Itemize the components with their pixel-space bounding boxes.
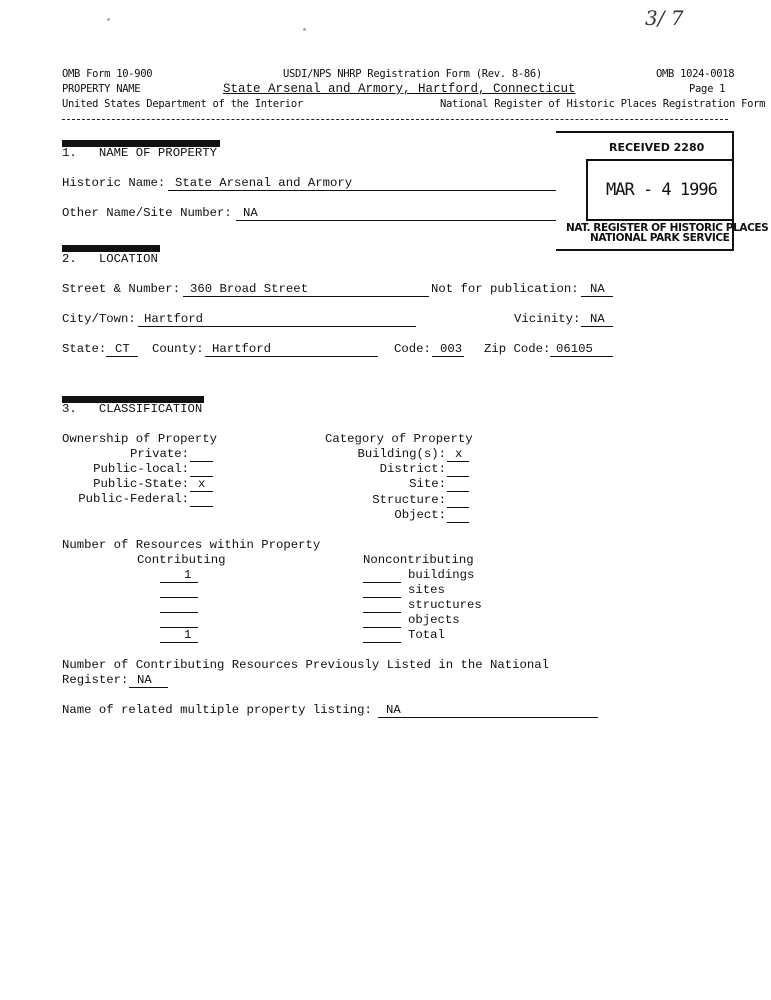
zip-label: Zip Code: [484,342,551,356]
code-label: Code: [394,342,431,356]
ownership-public-local-label: Public-local: [93,462,189,476]
county-line [205,356,378,357]
category-heading: Category of Property [325,432,473,446]
category-district-line [447,476,469,477]
ownership-private-line [190,461,213,462]
category-district-label: District: [379,462,446,476]
resource-type-buildings: buildings [408,568,475,582]
city-value[interactable]: Hartford [144,312,204,326]
other-name-line [236,220,556,221]
scan-speck [303,28,306,31]
vicinity-label: Vicinity: [514,312,581,326]
not-for-publication-label: Not for publication: [431,282,579,296]
property-title: State Arsenal and Armory, Hartford, Connecticut [223,82,576,96]
resource-type-total: Total [408,628,445,642]
category-structure-line [447,507,469,508]
category-building-line [447,461,469,462]
noncontributing-objects-line [363,627,401,628]
department-name: United States Department of the Interior [62,98,303,110]
register-form-name: National Register of Historic Places Registration Form [440,98,766,110]
noncontributing-total-line [363,642,401,643]
ownership-public-state-value[interactable]: x [198,477,206,491]
received-stamp-date: MAR - 4 1996 [606,180,717,200]
contributing-total-line [160,642,198,643]
resource-type-objects: objects [408,613,460,627]
property-name-label: PROPERTY NAME [62,83,141,95]
page-number: Page 1 [689,83,726,95]
historic-name-label: Historic Name: [62,176,166,190]
historic-name-value[interactable]: State Arsenal and Armory [175,176,353,190]
resources-heading: Number of Resources within Property [62,538,321,552]
street-line [183,296,429,297]
section-2-heading: 2. LOCATION [62,252,158,266]
county-value[interactable]: Hartford [212,342,272,356]
registration-form-version: USDI/NPS NHRP Registration Form (Rev. 8-86) [283,68,542,80]
ownership-public-state-line [190,491,213,492]
contributing-buildings-value[interactable]: 1 [184,568,192,582]
previously-listed-text: Number of Contributing Resources Previously Listed in the National [62,658,550,672]
contributing-buildings-line [160,582,198,583]
previously-listed-value[interactable]: NA [137,673,152,687]
received-stamp-agency-line2: NATIONAL PARK SERVICE [590,232,730,244]
form-number: OMB Form 10-900 [62,68,153,80]
ownership-private-label: Private: [129,447,189,461]
zip-value[interactable]: 06105 [556,342,593,356]
not-for-publication-line [581,296,613,297]
omb-number: OMB 1024-0018 [656,68,735,80]
section-2-bar [62,245,160,252]
state-value[interactable]: CT [115,342,130,356]
category-building-value[interactable]: x [455,447,463,461]
ownership-public-federal-label: Public-Federal: [78,492,189,506]
county-label: County: [152,342,204,356]
noncontributing-sites-line [363,597,401,598]
previously-listed-label: Register: [62,673,129,687]
vicinity-value[interactable]: NA [590,312,605,326]
other-name-label: Other Name/Site Number: [62,206,232,220]
state-line [106,356,138,357]
multiple-listing-value[interactable]: NA [386,703,401,717]
resource-type-sites: sites [408,583,445,597]
contributing-total-value[interactable]: 1 [184,628,192,642]
category-object-line [447,522,469,523]
contributing-objects-line [160,627,198,628]
category-structure-label: Structure: [372,493,446,507]
noncontributing-buildings-line [363,582,401,583]
category-site-line [447,491,469,492]
ownership-public-state-label: Public-State: [93,477,189,491]
category-site-label: Site: [409,477,446,491]
street-value[interactable]: 360 Broad Street [190,282,309,296]
previously-listed-line [129,687,168,688]
category-building-label: Building(s): [357,447,446,461]
header-divider [62,119,728,120]
handwritten-page-note: 3/ 7 [645,6,684,30]
other-name-value[interactable]: NA [243,206,258,220]
received-stamp-agency-line1: NAT. REGISTER OF HISTORIC PLACES [566,222,769,234]
not-for-publication-value[interactable]: NA [590,282,605,296]
noncontributing-structures-line [363,612,401,613]
scan-speck [107,18,110,21]
city-line [138,326,416,327]
section-3-heading: 3. CLASSIFICATION [62,402,203,416]
code-line [432,356,464,357]
street-label: Street & Number: [62,282,181,296]
city-label: City/Town: [62,312,136,326]
multiple-listing-label: Name of related multiple property listing: [62,703,372,717]
contributing-heading: Contributing [137,553,226,567]
historic-name-line [168,190,556,191]
vicinity-line [581,326,613,327]
received-stamp-label: RECEIVED 2280 [609,141,705,154]
section-1-heading: 1. NAME OF PROPERTY [62,146,217,160]
contributing-structures-line [160,612,198,613]
noncontributing-heading: Noncontributing [363,553,474,567]
category-object-label: Object: [394,508,446,522]
contributing-sites-line [160,597,198,598]
zip-line [550,356,613,357]
resource-type-structures: structures [408,598,482,612]
ownership-heading: Ownership of Property [62,432,217,446]
multiple-listing-line [378,717,598,718]
code-value[interactable]: 003 [440,342,463,356]
state-label: State: [62,342,107,356]
ownership-public-federal-line [190,506,213,507]
